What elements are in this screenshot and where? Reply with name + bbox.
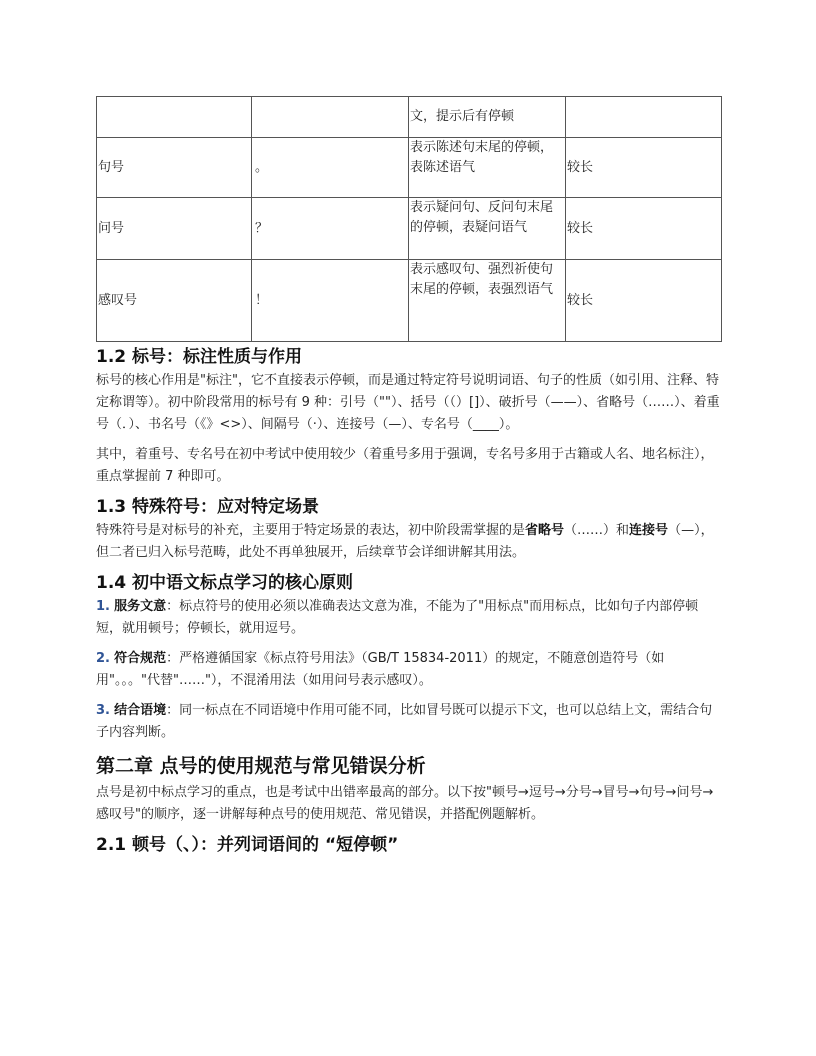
list-item bbox=[96, 596, 720, 640]
principle-label: 结合语境 bbox=[114, 703, 167, 718]
paragraph: 点号是初中标点学习的重点，也是考试中出错率最高的部分。以下按"顿号→逗号→分号→冒号→句号→问号→感叹号"的顺序，逐一讲解每种点号的使用规范、常见错误，并搭配例题解析。 bbox=[96, 785, 714, 822]
punct-pause-cell: 较长 bbox=[566, 138, 722, 198]
punct-usage-cell: 表示疑问句、反问句末尾的停顿，表疑问语气 bbox=[409, 198, 566, 260]
punct-name-cell: 感叹号 bbox=[97, 260, 252, 342]
principle-text: ：严格遵循国家《标点符号用法》（GB/T 15834-2011）的规定，不随意创造符号（如用"。。。"代替"……"），不混淆用法（如用问号表示感叹）。 bbox=[96, 651, 665, 688]
text-run: （……）和 bbox=[564, 523, 630, 538]
document-page bbox=[96, 96, 720, 858]
punct-name-cell: 句号 bbox=[97, 138, 252, 198]
punct-pause-cell: 较长 bbox=[566, 198, 722, 260]
principle-text: ：标点符号的使用必须以准确表达文意为准，不能为了"用标点"而用标点，比如句子内部停顿短，就用顿号；停顿长，就用逗号。 bbox=[96, 599, 699, 636]
text-run: 特殊符号是对标号的补充，主要用于特定场景的表达，初中阶段需掌握的是 bbox=[96, 523, 526, 538]
principle-label: 服务文意 bbox=[114, 599, 167, 614]
punct-usage-cell: 文，提示后有停顿 bbox=[409, 97, 566, 138]
table-row bbox=[97, 198, 722, 260]
punct-symbol-cell: ！ bbox=[252, 260, 409, 342]
keyword-connector: 连接号 bbox=[629, 523, 669, 538]
punctuation-table bbox=[96, 96, 722, 342]
keyword-ellipsis: 省略号 bbox=[525, 523, 565, 538]
section-heading-1-4: 1.4 初中语文标点学习的核心原则 bbox=[96, 573, 354, 593]
punct-symbol-cell: ？ bbox=[252, 198, 409, 260]
chapter-heading-2: 第二章 点号的使用规范与常见错误分析 bbox=[96, 755, 426, 777]
principle-label: 符合规范 bbox=[114, 651, 167, 666]
punct-name-cell bbox=[97, 97, 252, 138]
punct-usage-cell: 表示感叹句、强烈祈使句末尾的停顿，表强烈语气 bbox=[409, 260, 566, 342]
section-heading-1-3: 1.3 特殊符号：应对特定场景 bbox=[96, 497, 320, 517]
list-number: 3. bbox=[96, 703, 110, 718]
punct-symbol-cell bbox=[252, 97, 409, 138]
list-number: 1. bbox=[96, 599, 110, 614]
list-item bbox=[96, 648, 720, 692]
table-row bbox=[97, 97, 722, 138]
table-row bbox=[97, 138, 722, 198]
punct-usage-cell: 表示陈述句末尾的停顿，表陈述语气 bbox=[409, 138, 566, 198]
paragraph: 标号的核心作用是"标注"，它不直接表示停顿，而是通过特定符号说明词语、句子的性质（如引用、注释、特定称谓等）。初中阶段常用的标号有 9 种：引号（""）、括号（（）[]）、破折号（——）、省略号（……）、着重号（．）、书名号（《》<>）、间隔号（·）、连接号（—）、专名号（____）。 bbox=[96, 373, 720, 432]
principle-text: ：同一标点在不同语境中作用可能不同，比如冒号既可以提示下文，也可以总结上文，需结合句子内容判断。 bbox=[96, 703, 713, 740]
paragraph: 其中，着重号、专名号在初中考试中使用较少（着重号多用于强调，专名号多用于古籍或人名、地名标注），重点掌握前 7 种即可。 bbox=[96, 447, 714, 484]
punct-pause-cell: 较长 bbox=[566, 260, 722, 342]
section-heading-2-1: 2.1 顿号（、）：并列词语间的 “短停顿” bbox=[96, 835, 399, 855]
paragraph bbox=[96, 520, 720, 564]
list-number: 2. bbox=[96, 651, 110, 666]
list-item bbox=[96, 700, 720, 744]
punct-name-cell: 问号 bbox=[97, 198, 252, 260]
table-row bbox=[97, 260, 722, 342]
punct-symbol-cell: 。 bbox=[252, 138, 409, 198]
section-heading-1-2: 1.2 标号：标注性质与作用 bbox=[96, 347, 303, 367]
punct-pause-cell bbox=[566, 97, 722, 138]
text-run: （—），但二者已归入标号范畴，此处不再单独展开，后续章节会详细讲解其用法。 bbox=[96, 523, 714, 560]
